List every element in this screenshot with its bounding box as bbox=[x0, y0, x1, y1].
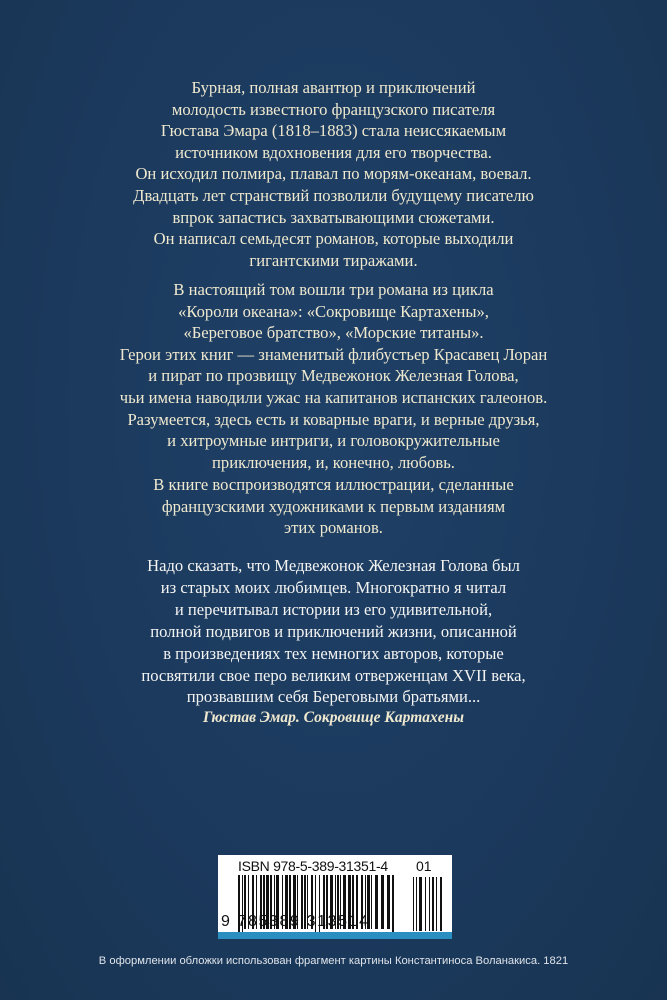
ean-digits: 9 785389 313514 bbox=[221, 913, 370, 930]
text-line: впрок запастись захватывающими сюжетами. bbox=[172, 207, 495, 227]
text-line: и хитроумные интриги, и головокружительные bbox=[167, 431, 500, 451]
barcode-addon-bar bbox=[413, 877, 414, 931]
quote-attribution: Гюстав Эмар. Сокровище Картахены bbox=[202, 709, 465, 726]
text-line: молодость известного французского писателя bbox=[171, 99, 496, 119]
barcode-bar bbox=[381, 875, 384, 929]
text-line: Двадцать лет странствий позволили будущему писателю bbox=[133, 185, 534, 205]
cover-art-credit: В оформлении обложки использован фрагмент картины Константиноса Воланакиса. 1821 bbox=[98, 955, 569, 967]
text-line: гигантскими тиражами. bbox=[249, 250, 418, 270]
text-line: французскими художниками к первым изданиям bbox=[161, 496, 506, 516]
text-line: этих романов. bbox=[284, 518, 383, 538]
text-line: Гюстава Эмара (1818–1883) стала неиссякаемым bbox=[160, 121, 507, 141]
barcode-addon-bar bbox=[425, 877, 426, 931]
text-line: и перечитывал истории из его удивительной, bbox=[174, 599, 493, 619]
text-line: полной подвигов и приключений жизни, описанной bbox=[150, 621, 517, 641]
text-line: В настоящий том вошли три романа из цикла bbox=[173, 280, 494, 299]
text-line: из старых моих любимцев. Многократно я читал bbox=[160, 577, 507, 597]
barcode-addon-bar bbox=[429, 877, 430, 931]
isbn-label: ISBN 978-5-389-31351-4 bbox=[238, 858, 388, 874]
isbn-barcode bbox=[218, 855, 452, 939]
text-line: посвятили свое перо великим отверженцам XVII века, bbox=[141, 665, 526, 685]
text-line: Он исходил полмира, плавал по морям-океанам, воевал. bbox=[135, 164, 532, 184]
text-line: Он написал семьдесят романов, которые выходили bbox=[153, 229, 514, 249]
barcode-addon-bar bbox=[440, 877, 442, 931]
text-line: чьи имена наводили ужас на капитанов испанских галеонов. bbox=[119, 387, 548, 407]
quote-excerpt bbox=[0, 555, 667, 708]
text-line: Разумеется, здесь есть и коварные враги, и верные друзья, bbox=[127, 409, 540, 429]
text-line: Надо сказать, что Медвежонок Железная Голова был bbox=[147, 556, 520, 575]
text-line: и пират по прозвищу Медвежонок Железная Голова, bbox=[148, 366, 519, 386]
description-paragraph-3 bbox=[0, 474, 667, 539]
barcode-addon: 01 bbox=[416, 858, 432, 874]
text-line: В книге воспроизводятся иллюстрации, сделанные bbox=[153, 475, 514, 494]
description-paragraph-1 bbox=[0, 77, 667, 271]
barcode-bar bbox=[387, 875, 390, 929]
text-line: Герои этих книг — знаменитый флибустьер Красавец Лоран bbox=[119, 344, 548, 364]
barcode-addon-bar bbox=[416, 877, 417, 931]
text-line: источником вдохновения для его творчества. bbox=[175, 142, 492, 162]
text-line: «Короли океана»: «Сокровище Картахены», bbox=[178, 301, 489, 321]
description-paragraph-2 bbox=[0, 279, 667, 473]
text-line: прозвавшим себя Береговыми братьями... bbox=[186, 687, 481, 707]
text-line: Бурная, полная авантюр и приключений bbox=[191, 78, 476, 97]
barcode-addon-bar bbox=[436, 877, 437, 931]
text-line: приключения, и, конечно, любовь. bbox=[212, 452, 455, 472]
barcode-addon-bar bbox=[432, 877, 434, 931]
barcode-addon-bar bbox=[419, 877, 422, 931]
text-line: в произведениях тех немногих авторов, которые bbox=[163, 643, 504, 663]
barcode-stripe bbox=[218, 932, 452, 939]
barcode-bar bbox=[375, 875, 378, 929]
text-line: «Береговое братство», «Морские титаны». bbox=[183, 323, 484, 343]
barcode-bar bbox=[371, 875, 372, 929]
barcode-bar bbox=[392, 875, 394, 937]
